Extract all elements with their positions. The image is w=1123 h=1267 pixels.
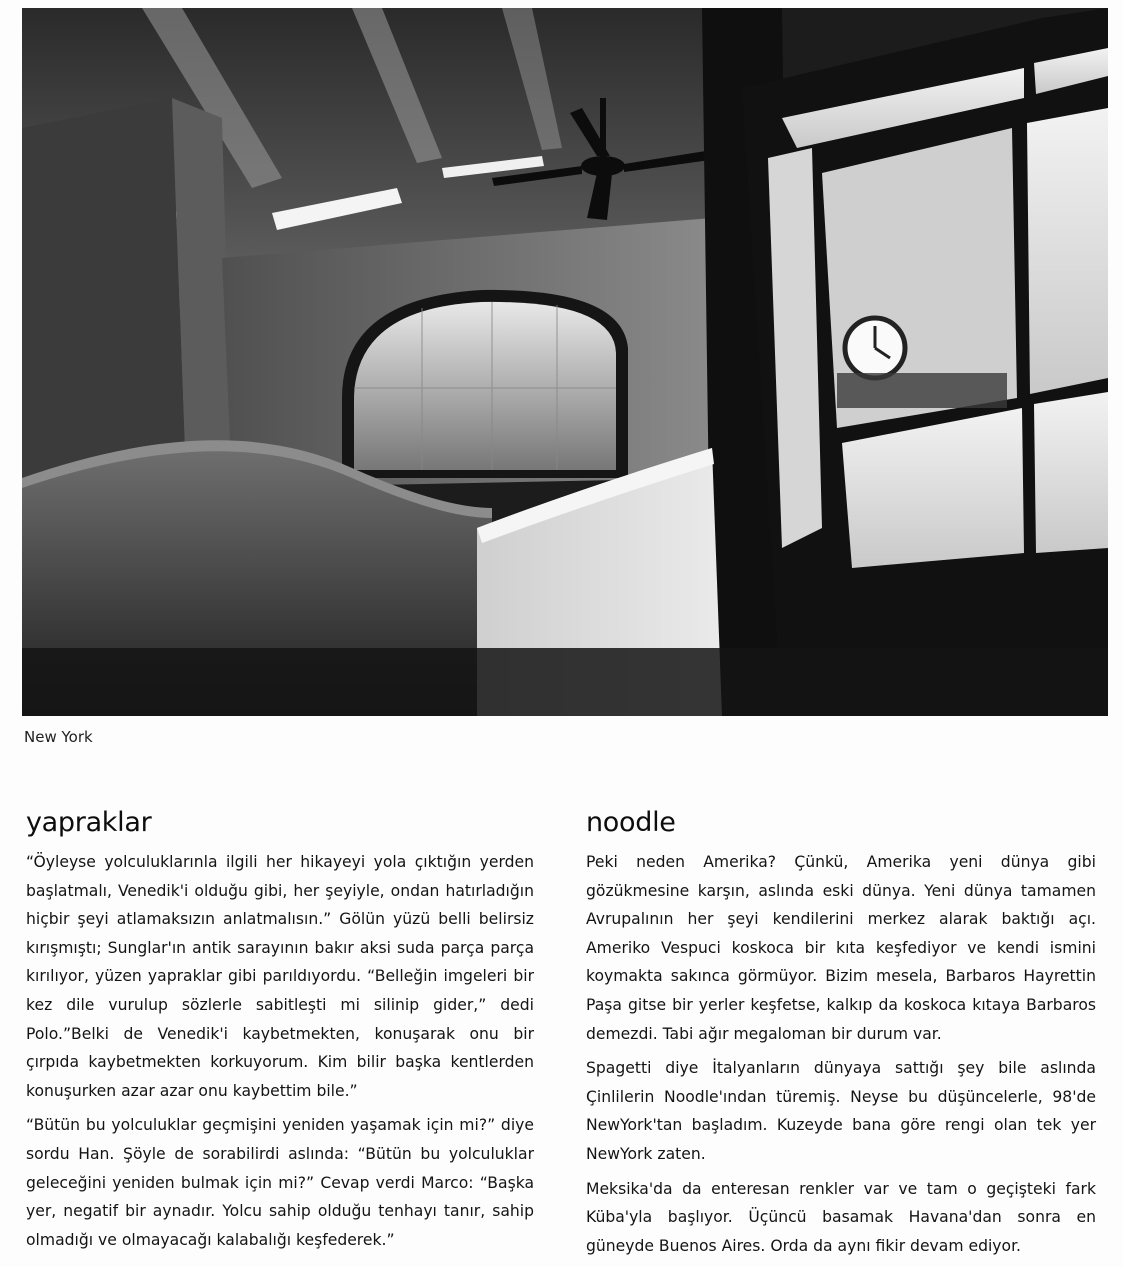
- right-column: [586, 806, 1096, 1266]
- paragraph: Peki neden Amerika? Çünkü, Amerika yeni dünya gibi gözükmesine karşın, aslında eski dünya. Yeni dünya tamamen Avrupalının her şeyi kendilerini merkez alarak baktığı açı. Ameriko Vespuci koskoca bir kıta keşfediyor ve kendi ismini koymakta sakınca görmüyor. Bizim mesela, Barbaros Hayrettin Paşa gitse bir yerler keşfetse, kalkıp da koskoca kıtaya Barbaros demezdi. Tabi ağır megaloman bir durum var.: [586, 853, 1096, 1043]
- photo-caption: New York: [24, 728, 93, 746]
- section-heading-noodle: noodle: [586, 807, 676, 838]
- left-column: [26, 806, 534, 1260]
- paragraph: “Öyleyse yolculuklarınla ilgili her hikayeyi yola çıktığın yerden başlatmalı, Venedik'i olduğu gibi, her şeyiyle, ondan hatırladığın hiçbir şeyi atlamaksızın anlatmalısın.” Gölün yüzü belli belirsiz kırışmıştı; Sunglar'ın antik sarayının bakır aksi suda parça parça kırılıyor, yüzen yapraklar gibi parıldıyordu. “Belleğin imgeleri bir kez dile vurulup sözlerle sabitleşti mi silinip gider,” dedi Polo.”Belki de Venedik'i kaybetmekten, konuşarak onu bir çırpıda kaybetmekten korkuyorum. Kim bilir başka kentlerden konuşurken azar azar onu kaybettim bile.”: [26, 853, 534, 1100]
- photo-illustration: [22, 8, 1108, 716]
- paragraph: “Bütün bu yolculuklar geçmişini yeniden yaşamak için mi?” diye sordu Han. Şöyle de sorabilirdi aslında: “Bütün bu yolculuklar geleceğini yeniden bulmak için mi?” Cevap verdi Marco: “Başka yer, negatif bir aynadır. Yolcu sahip olduğu tenhayı tanır, sahip olmadığı ve olmayacağı kalabalığı keşfederek.”: [26, 1116, 534, 1249]
- paragraph: Spagetti diye İtalyanların dünyaya sattığı şey bile aslında Çinlilerin Noodle'ından türemiş. Neyse bu düşüncelerle, 98'de NewYork'tan başladım. Kuzeyde bana göre rengi olan tek yer NewYork zaten.: [586, 1059, 1096, 1163]
- paragraph: Meksika'da da enteresan renkler var ve tam o geçişteki fark Küba'yla başlıyor. Üçüncü basamak Havana'dan sonra en güneyde Buenos Aires. Orda da aynı fikir devam ediyor.: [586, 1179, 1096, 1255]
- new-york-interior-photo: [22, 8, 1108, 716]
- section-heading-yapraklar: yapraklar: [26, 807, 152, 838]
